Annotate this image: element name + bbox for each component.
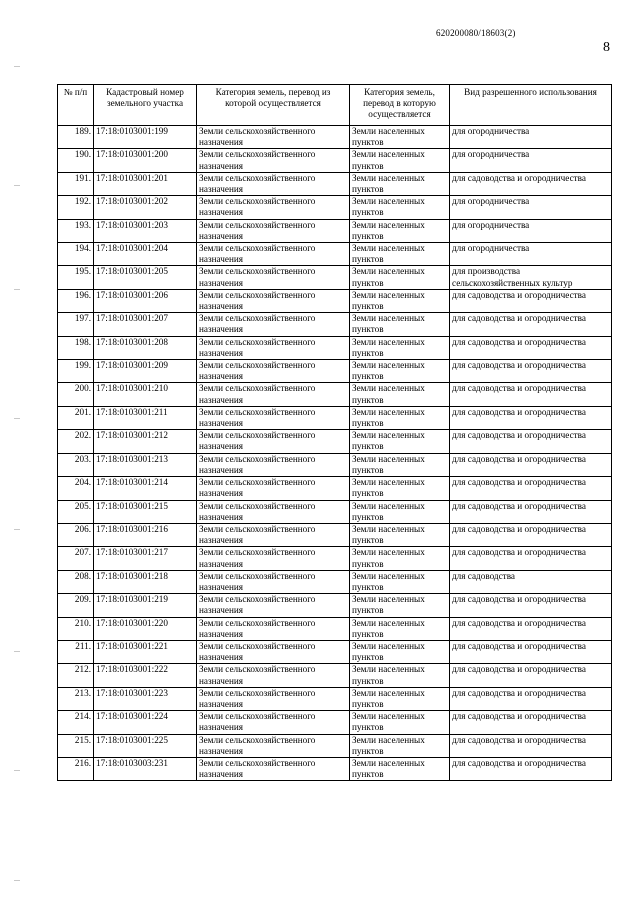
table-row <box>58 149 612 172</box>
to-category: Земли населенных пунктов <box>350 289 450 312</box>
to-category: Земли населенных пунктов <box>350 477 450 500</box>
from-category: Земли сельскохозяйственного назначения <box>197 734 350 757</box>
row-number: 212. <box>58 664 94 687</box>
from-category: Земли сельскохозяйственного назначения <box>197 172 350 195</box>
cadastral-number: 17:18:0103001:222 <box>94 664 197 687</box>
to-category: Земли населенных пунктов <box>350 523 450 546</box>
from-category: Земли сельскохозяйственного назначения <box>197 126 350 149</box>
row-number: 213. <box>58 687 94 710</box>
land-plots-table <box>57 84 612 781</box>
to-category: Земли населенных пунктов <box>350 149 450 172</box>
to-category: Земли населенных пунктов <box>350 711 450 734</box>
row-number: 215. <box>58 734 94 757</box>
permitted-use: для садоводства и огородничества <box>450 547 612 570</box>
cadastral-number: 17:18:0103001:216 <box>94 523 197 546</box>
row-number: 200. <box>58 383 94 406</box>
permitted-use: для садоводства и огородничества <box>450 453 612 476</box>
permitted-use: для садоводства и огородничества <box>450 664 612 687</box>
permitted-use: для садоводства <box>450 570 612 593</box>
from-category: Земли сельскохозяйственного назначения <box>197 196 350 219</box>
table-row <box>58 406 612 429</box>
table-row <box>58 664 612 687</box>
row-number: 197. <box>58 313 94 336</box>
row-number: 202. <box>58 430 94 453</box>
cadastral-number: 17:18:0103001:221 <box>94 640 197 663</box>
from-category: Земли сельскохозяйственного назначения <box>197 266 350 289</box>
cadastral-number: 17:18:0103001:225 <box>94 734 197 757</box>
from-category: Земли сельскохозяйственного назначения <box>197 664 350 687</box>
permitted-use: для садоводства и огородничества <box>450 477 612 500</box>
permitted-use: для садоводства и огородничества <box>450 360 612 383</box>
table-row <box>58 219 612 242</box>
from-category: Земли сельскохозяйственного назначения <box>197 430 350 453</box>
from-category: Земли сельскохозяйственного назначения <box>197 149 350 172</box>
row-number: 193. <box>58 219 94 242</box>
cadastral-number: 17:18:0103001:211 <box>94 406 197 429</box>
cadastral-number: 17:18:0103001:207 <box>94 313 197 336</box>
from-category: Земли сельскохозяйственного назначения <box>197 336 350 359</box>
to-category: Земли населенных пунктов <box>350 196 450 219</box>
permitted-use: для производства сельскохозяйственных культур <box>450 266 612 289</box>
row-number: 206. <box>58 523 94 546</box>
to-category: Земли населенных пунктов <box>350 500 450 523</box>
row-number: 211. <box>58 640 94 663</box>
to-category: Земли населенных пунктов <box>350 126 450 149</box>
from-category: Земли сельскохозяйственного назначения <box>197 477 350 500</box>
page-number: 8 <box>603 40 610 55</box>
to-category: Земли населенных пунктов <box>350 406 450 429</box>
permitted-use: для огородничества <box>450 219 612 242</box>
row-number: 216. <box>58 757 94 780</box>
permitted-use: для садоводства и огородничества <box>450 383 612 406</box>
to-category: Земли населенных пунктов <box>350 430 450 453</box>
permitted-use: для огородничества <box>450 149 612 172</box>
cadastral-number: 17:18:0103001:217 <box>94 547 197 570</box>
permitted-use: для садоводства и огородничества <box>450 594 612 617</box>
cadastral-number: 17:18:0103003:231 <box>94 757 197 780</box>
to-category: Земли населенных пунктов <box>350 594 450 617</box>
to-category: Земли населенных пунктов <box>350 547 450 570</box>
permitted-use: для огородничества <box>450 196 612 219</box>
cadastral-number: 17:18:0103001:214 <box>94 477 197 500</box>
scan-mark <box>14 289 20 290</box>
from-category: Земли сельскохозяйственного назначения <box>197 640 350 663</box>
header-permitted-use: Вид разрешенного использования <box>450 85 612 126</box>
cadastral-number: 17:18:0103001:212 <box>94 430 197 453</box>
cadastral-number: 17:18:0103001:204 <box>94 243 197 266</box>
permitted-use: для садоводства и огородничества <box>450 289 612 312</box>
from-category: Земли сельскохозяйственного назначения <box>197 313 350 336</box>
table-row <box>58 687 612 710</box>
cadastral-number: 17:18:0103001:224 <box>94 711 197 734</box>
to-category: Земли населенных пунктов <box>350 687 450 710</box>
to-category: Земли населенных пунктов <box>350 219 450 242</box>
permitted-use: для садоводства и огородничества <box>450 757 612 780</box>
table-row <box>58 734 612 757</box>
to-category: Земли населенных пунктов <box>350 313 450 336</box>
row-number: 201. <box>58 406 94 429</box>
permitted-use: для садоводства и огородничества <box>450 430 612 453</box>
scan-mark <box>14 651 20 652</box>
cadastral-number: 17:18:0103001:206 <box>94 289 197 312</box>
cadastral-number: 17:18:0103001:218 <box>94 570 197 593</box>
table-row <box>58 383 612 406</box>
cadastral-number: 17:18:0103001:199 <box>94 126 197 149</box>
table-row <box>58 430 612 453</box>
row-number: 196. <box>58 289 94 312</box>
to-category: Земли населенных пунктов <box>350 734 450 757</box>
row-number: 209. <box>58 594 94 617</box>
to-category: Земли населенных пунктов <box>350 360 450 383</box>
cadastral-number: 17:18:0103001:201 <box>94 172 197 195</box>
header-from-category: Категория земель, перевод из которой осуществляется <box>197 85 350 126</box>
cadastral-number: 17:18:0103001:220 <box>94 617 197 640</box>
to-category: Земли населенных пунктов <box>350 664 450 687</box>
permitted-use: для садоводства и огородничества <box>450 711 612 734</box>
from-category: Земли сельскохозяйственного назначения <box>197 711 350 734</box>
table-row <box>58 289 612 312</box>
table-row <box>58 453 612 476</box>
header-to-category: Категория земель, перевод в которую осуществляется <box>350 85 450 126</box>
table-row <box>58 360 612 383</box>
scan-mark <box>14 770 20 771</box>
cadastral-number: 17:18:0103001:208 <box>94 336 197 359</box>
table-row <box>58 594 612 617</box>
row-number: 191. <box>58 172 94 195</box>
from-category: Земли сельскохозяйственного назначения <box>197 687 350 710</box>
row-number: 205. <box>58 500 94 523</box>
from-category: Земли сельскохозяйственного назначения <box>197 570 350 593</box>
table-row <box>58 523 612 546</box>
row-number: 189. <box>58 126 94 149</box>
cadastral-number: 17:18:0103001:219 <box>94 594 197 617</box>
table-row <box>58 500 612 523</box>
cadastral-number: 17:18:0103001:205 <box>94 266 197 289</box>
table-row <box>58 711 612 734</box>
table-row <box>58 336 612 359</box>
from-category: Земли сельскохозяйственного назначения <box>197 757 350 780</box>
row-number: 214. <box>58 711 94 734</box>
table-row <box>58 617 612 640</box>
row-number: 210. <box>58 617 94 640</box>
to-category: Земли населенных пунктов <box>350 640 450 663</box>
from-category: Земли сельскохозяйственного назначения <box>197 523 350 546</box>
cadastral-number: 17:18:0103001:223 <box>94 687 197 710</box>
cadastral-number: 17:18:0103001:203 <box>94 219 197 242</box>
table-row <box>58 757 612 780</box>
cadastral-number: 17:18:0103001:202 <box>94 196 197 219</box>
to-category: Земли населенных пунктов <box>350 453 450 476</box>
table-row <box>58 243 612 266</box>
from-category: Земли сельскохозяйственного назначения <box>197 383 350 406</box>
to-category: Земли населенных пунктов <box>350 336 450 359</box>
from-category: Земли сельскохозяйственного назначения <box>197 594 350 617</box>
row-number: 190. <box>58 149 94 172</box>
cadastral-number: 17:18:0103001:213 <box>94 453 197 476</box>
from-category: Земли сельскохозяйственного назначения <box>197 617 350 640</box>
row-number: 194. <box>58 243 94 266</box>
permitted-use: для садоводства и огородничества <box>450 734 612 757</box>
header-number: № п/п <box>58 85 94 126</box>
to-category: Земли населенных пунктов <box>350 757 450 780</box>
from-category: Земли сельскохозяйственного назначения <box>197 360 350 383</box>
to-category: Земли населенных пунктов <box>350 570 450 593</box>
to-category: Земли населенных пунктов <box>350 172 450 195</box>
row-number: 207. <box>58 547 94 570</box>
row-number: 199. <box>58 360 94 383</box>
permitted-use: для огородничества <box>450 126 612 149</box>
table-row <box>58 126 612 149</box>
row-number: 198. <box>58 336 94 359</box>
header-cadastral-number: Кадастровый номер земельного участка <box>94 85 197 126</box>
cadastral-number: 17:18:0103001:215 <box>94 500 197 523</box>
to-category: Земли населенных пунктов <box>350 243 450 266</box>
table-row <box>58 570 612 593</box>
to-category: Земли населенных пунктов <box>350 617 450 640</box>
table-row <box>58 266 612 289</box>
from-category: Земли сельскохозяйственного назначения <box>197 243 350 266</box>
row-number: 204. <box>58 477 94 500</box>
table-body <box>58 126 612 781</box>
row-number: 203. <box>58 453 94 476</box>
table-row <box>58 172 612 195</box>
to-category: Земли населенных пунктов <box>350 266 450 289</box>
cadastral-number: 17:18:0103001:200 <box>94 149 197 172</box>
cadastral-number: 17:18:0103001:210 <box>94 383 197 406</box>
row-number: 192. <box>58 196 94 219</box>
row-number: 195. <box>58 266 94 289</box>
scan-mark <box>14 880 20 881</box>
permitted-use: для огородничества <box>450 243 612 266</box>
permitted-use: для садоводства и огородничества <box>450 172 612 195</box>
row-number: 208. <box>58 570 94 593</box>
table-row <box>58 547 612 570</box>
permitted-use: для садоводства и огородничества <box>450 336 612 359</box>
permitted-use: для садоводства и огородничества <box>450 313 612 336</box>
scan-mark <box>14 418 20 419</box>
from-category: Земли сельскохозяйственного назначения <box>197 453 350 476</box>
from-category: Земли сельскохозяйственного назначения <box>197 547 350 570</box>
from-category: Земли сельскохозяйственного назначения <box>197 406 350 429</box>
permitted-use: для садоводства и огородничества <box>450 617 612 640</box>
from-category: Земли сельскохозяйственного назначения <box>197 500 350 523</box>
table-row <box>58 640 612 663</box>
table-row <box>58 477 612 500</box>
from-category: Земли сельскохозяйственного назначения <box>197 289 350 312</box>
permitted-use: для садоводства и огородничества <box>450 406 612 429</box>
table-row <box>58 313 612 336</box>
scan-mark <box>14 185 20 186</box>
table-row <box>58 196 612 219</box>
permitted-use: для садоводства и огородничества <box>450 523 612 546</box>
document-id: 620200080/18603(2) <box>436 28 516 38</box>
cadastral-number: 17:18:0103001:209 <box>94 360 197 383</box>
permitted-use: для садоводства и огородничества <box>450 640 612 663</box>
scan-mark <box>14 66 20 67</box>
to-category: Земли населенных пунктов <box>350 383 450 406</box>
permitted-use: для садоводства и огородничества <box>450 687 612 710</box>
permitted-use: для садоводства и огородничества <box>450 500 612 523</box>
scan-mark <box>14 529 20 530</box>
from-category: Земли сельскохозяйственного назначения <box>197 219 350 242</box>
table-header-row <box>58 85 612 126</box>
